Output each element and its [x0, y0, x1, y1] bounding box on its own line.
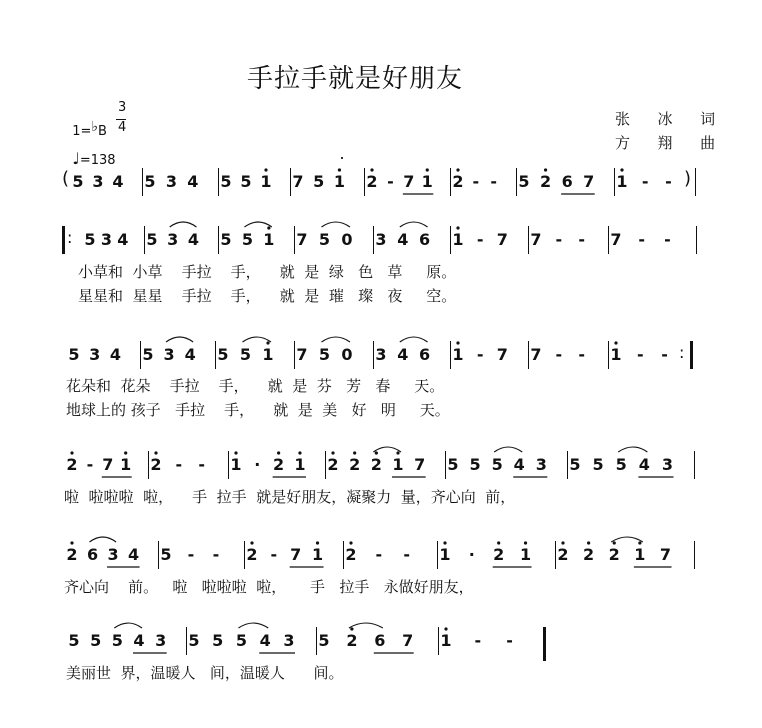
note: - — [212, 545, 220, 564]
note: 1 — [120, 455, 132, 474]
note: 3 — [661, 455, 674, 474]
note: 7 — [659, 545, 672, 564]
note: 7 — [296, 230, 308, 249]
note: 6 — [418, 230, 431, 249]
tie-slur — [494, 447, 522, 452]
note: 0 — [341, 230, 353, 249]
lyric-line: 星星和 星星 手拉 手， 就 是 璀 璨 夜 空。 — [78, 287, 457, 305]
note: - — [474, 631, 482, 650]
bar-line — [695, 168, 696, 196]
note: 3 — [535, 455, 547, 474]
note: 2 — [66, 455, 78, 474]
note: 5 — [84, 230, 96, 249]
bar-line — [694, 451, 695, 479]
note: 3 — [167, 230, 179, 249]
note: 2 — [273, 455, 285, 474]
note: - — [387, 172, 394, 191]
quarter-note-icon: ♩ — [72, 149, 80, 168]
note: 4 — [259, 631, 271, 650]
note: 5 — [239, 345, 252, 364]
tempo-value: =138 — [79, 153, 116, 168]
note: 5 — [220, 230, 232, 249]
note: 5 — [518, 172, 530, 191]
note: 2 — [557, 545, 569, 564]
note: 7 — [414, 455, 426, 474]
note: - — [86, 455, 94, 474]
note: 4 — [128, 545, 140, 564]
note: 5 — [469, 455, 481, 474]
tempo-marking — [64, 134, 116, 168]
note: 2 — [452, 172, 464, 191]
tie-slur — [322, 222, 351, 227]
time-signature-bottom: 4 — [118, 120, 127, 135]
note: 5 — [615, 455, 627, 474]
note: 2 — [608, 545, 620, 564]
tie-slur — [239, 623, 269, 628]
tie-slur — [400, 222, 428, 227]
note: 5 — [188, 631, 200, 650]
time-signature-top: 3 — [118, 100, 127, 115]
tie-slur — [373, 447, 401, 452]
note: 5 — [68, 345, 80, 364]
note: 2 — [327, 455, 339, 474]
note: 1 — [452, 230, 464, 249]
repeat-bar-line — [62, 226, 65, 254]
tie-slur — [114, 623, 142, 628]
tie-slur — [349, 623, 383, 628]
note: 5 — [212, 631, 224, 650]
lyric-line: 啦 啦啦啦 啦， 手 拉手 就是好朋友，凝聚力 量，齐心向 前， — [64, 488, 516, 506]
note: 4 — [184, 345, 196, 364]
note: 4 — [638, 455, 650, 474]
note: 1 — [519, 545, 532, 564]
note: 3 — [100, 230, 112, 249]
note: - — [476, 345, 484, 364]
note: 4 — [109, 345, 121, 364]
note: 3 — [283, 631, 295, 650]
note: 2 — [345, 545, 357, 564]
note: 4 — [187, 230, 199, 249]
note: - — [665, 172, 672, 191]
repeat-bar-line — [690, 341, 693, 369]
tie-slur — [244, 222, 271, 227]
note: 7 — [530, 345, 542, 364]
note: 2 — [540, 172, 552, 191]
note: - — [472, 172, 480, 191]
note: 5 — [318, 230, 331, 249]
note: 1 — [440, 631, 452, 650]
note: 7 — [102, 455, 114, 474]
note: 0 — [341, 345, 353, 364]
note: 4 — [133, 631, 145, 650]
note: · — [468, 545, 475, 564]
note: - — [375, 545, 383, 564]
note: 5 — [318, 631, 330, 650]
key-letter: B — [98, 124, 107, 139]
note: - — [490, 172, 498, 191]
note: 3 — [155, 631, 167, 650]
tie-slur — [170, 222, 197, 227]
note: - — [636, 345, 644, 364]
lyric-line: 美丽世 界，温暖人 间，温暖人 间。 — [66, 664, 344, 682]
note: 7 — [610, 230, 622, 249]
composer-credit: 方 翔 曲 — [615, 134, 722, 152]
lyricist-credit: 张 冰 词 — [615, 110, 722, 128]
note: 5 — [235, 631, 248, 650]
note: 1 — [263, 230, 275, 249]
lyric-line: 齐心向 前。 啦 啦啦啦 啦， 手 拉手 永做好朋友， — [64, 578, 474, 596]
note: - — [506, 631, 513, 650]
note: 4 — [397, 345, 409, 364]
note: 7 — [530, 230, 542, 249]
note: 6 — [418, 345, 431, 364]
note: 5 — [491, 455, 503, 474]
note: 3 — [163, 345, 175, 364]
note: 5 — [569, 455, 581, 474]
note: 5 — [592, 455, 604, 474]
note: 7 — [583, 172, 595, 191]
note: 1 — [262, 345, 274, 364]
time-signature-line — [116, 119, 126, 120]
note: 1 — [610, 345, 622, 364]
note: 5 — [447, 455, 459, 474]
note: 5 — [241, 230, 253, 249]
note: 4 — [513, 455, 525, 474]
note: - — [555, 345, 563, 364]
note: 1 — [439, 545, 451, 564]
note: · — [254, 455, 261, 474]
note: 5 — [111, 631, 123, 650]
lyric-line: 地球上的 孩子 手拉 手， 就 是 美 好 明 天。 — [66, 401, 450, 419]
note: 5 — [144, 172, 156, 191]
note: 2 — [370, 455, 382, 474]
note: 7 — [292, 172, 304, 191]
lyric-line: 小草和 小草 手拉 手， 就 是 绿 色 草 原。 — [78, 263, 457, 281]
repeat-colon: : — [679, 343, 685, 362]
note: 5 — [146, 230, 158, 249]
note: - — [270, 545, 278, 564]
note: - — [664, 230, 671, 249]
tie-slur — [611, 537, 643, 542]
note: 2 — [66, 545, 78, 564]
note: 7 — [496, 230, 508, 249]
note: 3 — [107, 545, 119, 564]
note: 1 — [230, 455, 242, 474]
song-title: 手拉手就是好朋友 — [247, 64, 464, 94]
note: 1 — [260, 172, 272, 191]
note: 3 — [165, 172, 177, 191]
bar-line — [696, 226, 697, 254]
note: 6 — [86, 545, 99, 564]
note: 7 — [402, 631, 414, 650]
note: - — [476, 230, 484, 249]
repeat-bar-line — [543, 627, 546, 661]
note: 3 — [92, 172, 104, 191]
note: 1 — [616, 172, 628, 191]
key-prefix: 1= — [72, 124, 92, 139]
note: 1 — [294, 455, 306, 474]
lyric-line: 花朵和 花朵 手拉 手， 就 是 芬 芳 春 天。 — [66, 377, 445, 395]
note: 4 — [112, 172, 124, 191]
note: - — [661, 345, 668, 364]
note: 3 — [89, 345, 101, 364]
note: 2 — [150, 455, 162, 474]
note: 5 — [160, 545, 172, 564]
repeat-colon: : — [67, 228, 73, 247]
note: - — [175, 455, 183, 474]
close-parenthesis: ) — [684, 168, 692, 189]
note: 5 — [220, 172, 232, 191]
note: 5 — [90, 631, 102, 650]
note: - — [187, 545, 195, 564]
note: 7 — [290, 545, 302, 564]
note: 2 — [346, 631, 358, 650]
note: 5 — [217, 345, 229, 364]
note: - — [641, 172, 649, 191]
note: 1 — [421, 172, 433, 191]
note: 2 — [366, 172, 378, 191]
stray-mark — [341, 157, 343, 159]
note: - — [403, 545, 411, 564]
note: 6 — [561, 172, 573, 191]
note: 7 — [496, 345, 508, 364]
note: 4 — [397, 230, 409, 249]
note: 4 — [187, 172, 199, 191]
note: 1 — [452, 345, 464, 364]
flat-sign-icon: ♭ — [91, 119, 99, 135]
note: 1 — [311, 545, 324, 564]
note: 2 — [493, 545, 505, 564]
tie-slur — [322, 337, 351, 342]
note: 7 — [296, 345, 308, 364]
note: - — [198, 455, 206, 474]
note: 5 — [72, 172, 84, 191]
tie-slur — [400, 337, 428, 342]
bar-line — [694, 541, 695, 569]
note: 5 — [240, 172, 252, 191]
note: 6 — [374, 631, 386, 650]
tie-slur — [166, 337, 193, 342]
open-parenthesis: ( — [62, 168, 70, 189]
tie-slur — [90, 537, 117, 542]
note: 5 — [318, 345, 331, 364]
note: 2 — [349, 455, 361, 474]
note: 3 — [375, 230, 387, 249]
note: 2 — [246, 545, 258, 564]
note: 1 — [634, 545, 646, 564]
note: 5 — [142, 345, 154, 364]
note: 5 — [313, 172, 325, 191]
note: 1 — [392, 455, 404, 474]
note: - — [555, 230, 563, 249]
note: 4 — [117, 230, 129, 249]
note: 2 — [583, 545, 595, 564]
tie-slur — [618, 447, 647, 452]
note: 1 — [333, 172, 345, 191]
note: 5 — [68, 631, 80, 650]
note: - — [578, 345, 586, 364]
note: 7 — [403, 172, 415, 191]
note: 3 — [375, 345, 387, 364]
note: - — [578, 230, 586, 249]
note: - — [638, 230, 646, 249]
tie-slur — [243, 337, 272, 342]
